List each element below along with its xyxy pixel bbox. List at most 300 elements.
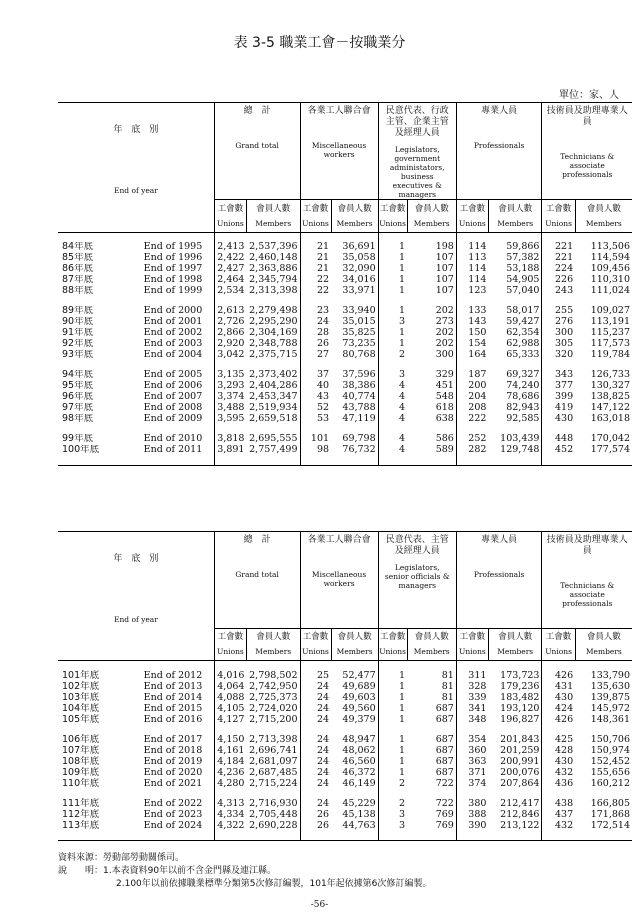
- table-cell: 25: [300, 670, 331, 681]
- table-cell: 98: [300, 445, 331, 456]
- table-cell: 1: [378, 703, 407, 714]
- table-row: [58, 381, 632, 392]
- table-cell: 92,585: [506, 413, 540, 425]
- table-cell: End of 2011: [143, 444, 203, 456]
- table-cell: 1: [378, 670, 407, 681]
- table-row: [58, 403, 632, 414]
- table-cell: 53,188: [506, 263, 540, 275]
- table-cell: 49,603: [342, 692, 376, 703]
- table-cell: 85年底: [62, 252, 94, 264]
- table-cell: End of 1995: [143, 241, 203, 253]
- table-cell: 432: [542, 767, 575, 778]
- table-part-1: [58, 102, 632, 466]
- table-cell: 35,058: [342, 252, 376, 264]
- table-cell: 24: [300, 778, 331, 789]
- table-cell: 43: [300, 392, 331, 403]
- table-cell: End of 2004: [143, 349, 203, 361]
- table-cell: 28: [300, 328, 331, 339]
- members-header: 會員人數 Members: [407, 628, 456, 661]
- table-cell: 2,715,224: [249, 778, 298, 789]
- header-misc-workers: [300, 103, 378, 200]
- year-header-en: End of year: [113, 615, 158, 624]
- table-cell: End of 1997: [143, 263, 203, 275]
- table-cell: 172,514: [590, 820, 630, 831]
- table-cell: 589: [435, 444, 454, 456]
- table-cell: End of 2017: [143, 734, 203, 745]
- table-row: [58, 445, 632, 456]
- table-cell: 4,088: [214, 692, 246, 703]
- table-cell: End of 2010: [143, 433, 203, 445]
- table-cell: 103,439: [500, 433, 540, 445]
- table-cell: 221: [542, 253, 575, 264]
- table-cell: End of 2014: [143, 692, 203, 703]
- table-cell: 171,868: [590, 809, 630, 820]
- note-2: 2.100年以前依據職業標準分類第5次修訂編製，101年起依據第6次修訂編製。: [116, 879, 432, 889]
- header-technicians-zh: 技術員及助理專業人員: [546, 106, 628, 127]
- table-cell: 59,427: [506, 316, 540, 328]
- table-cell: 113,506: [590, 241, 630, 253]
- table-cell: End of 2013: [143, 681, 203, 692]
- table-cell: 4: [378, 434, 407, 445]
- table-cell: 1: [378, 275, 407, 286]
- table-cell: 164: [456, 350, 488, 361]
- table-cell: 96年底: [62, 391, 94, 403]
- table-cell: 24: [300, 734, 331, 745]
- table-row: [58, 370, 632, 381]
- table-cell: 62,354: [506, 327, 540, 339]
- table-cell: 1: [378, 756, 407, 767]
- table-cell: 81: [441, 670, 454, 681]
- table-cell: 2,866: [214, 328, 246, 339]
- table-cell: 160,212: [590, 778, 630, 789]
- table-cell: 105年底: [62, 714, 100, 725]
- table-cell: 34,016: [342, 274, 376, 286]
- unions-header: 工會數 Unions: [456, 628, 488, 661]
- table-cell: 354: [456, 734, 488, 745]
- header-grand-total-zh: 總 計: [243, 106, 271, 116]
- members-header: 會員人數 Members: [246, 200, 300, 233]
- table-row: [58, 286, 632, 297]
- table-cell: 40,774: [342, 391, 376, 403]
- table-cell: 102年底: [62, 681, 100, 692]
- table-cell: 109,456: [590, 263, 630, 275]
- header-legislators: [378, 103, 456, 200]
- table-cell: 430: [542, 692, 575, 703]
- table-cell: 2,460,148: [249, 252, 298, 264]
- table-cell: 4,161: [214, 745, 246, 756]
- table-row: [58, 275, 632, 286]
- table-cell: 4: [378, 414, 407, 425]
- table-cell: 1: [378, 242, 407, 253]
- explanation: [58, 865, 431, 878]
- table-cell: 2,304,169: [249, 327, 298, 339]
- table-cell: 212,846: [500, 809, 540, 820]
- table-cell: 722: [435, 798, 454, 809]
- table-cell: 22: [300, 286, 331, 297]
- header-misc-workers-zh: 各業工人聯合會: [307, 106, 371, 116]
- table-cell: 90年底: [62, 316, 94, 328]
- members-header: 會員人數 Members: [575, 628, 632, 661]
- table-cell: 3,595: [214, 414, 246, 425]
- table-cell: End of 1999: [143, 285, 203, 297]
- table-cell: 687: [435, 714, 454, 725]
- table-cell: 114: [456, 242, 488, 253]
- table-cell: 98年底: [62, 413, 94, 425]
- table-cell: 329: [435, 369, 454, 381]
- table-cell: 2,726: [214, 317, 246, 328]
- table-cell: 65,333: [506, 349, 540, 361]
- members-header: 會員人數 Members: [331, 628, 378, 661]
- table-cell: 81: [441, 692, 454, 703]
- table-cell: 2,413: [214, 242, 246, 253]
- table-cell: 426: [542, 670, 575, 681]
- table-row: [58, 820, 632, 831]
- unions-header: 工會數 Unions: [542, 200, 575, 233]
- table-cell: End of 2016: [143, 714, 203, 725]
- table-cell: 35,015: [342, 316, 376, 328]
- table-cell: End of 1998: [143, 274, 203, 286]
- unions-header: 工會數 Unions: [214, 200, 246, 233]
- table-cell: 4: [378, 445, 407, 456]
- header-professionals: [456, 103, 542, 200]
- header-professionals-zh: 專業人員: [481, 535, 518, 545]
- table-cell: 57,382: [506, 252, 540, 264]
- table-cell: 150,706: [590, 734, 630, 745]
- table-cell: 38,386: [342, 380, 376, 392]
- table-cell: 150: [456, 328, 488, 339]
- table-cell: 81: [441, 681, 454, 692]
- table-cell: 374: [456, 778, 488, 789]
- table-cell: 3,374: [214, 392, 246, 403]
- table-cell: 2,375,715: [249, 349, 298, 361]
- table-cell: 22: [300, 275, 331, 286]
- table-cell: 107: [435, 252, 454, 264]
- table-cell: 3,293: [214, 381, 246, 392]
- table-cell: 69,327: [506, 369, 540, 381]
- table-cell: 2: [378, 798, 407, 809]
- table-cell: 177,574: [590, 444, 630, 456]
- table-cell: End of 2006: [143, 380, 203, 392]
- table-cell: 2,363,886: [249, 263, 298, 275]
- table-cell: 2,427: [214, 264, 246, 275]
- table-cell: End of 2012: [143, 670, 203, 681]
- table-cell: 437: [542, 809, 575, 820]
- table-cell: 104年底: [62, 703, 100, 714]
- year-header-en: End of year: [113, 186, 158, 195]
- table-cell: 35,825: [342, 327, 376, 339]
- table-cell: 1: [378, 745, 407, 756]
- table-cell: 3: [378, 317, 407, 328]
- table-cell: 4,322: [214, 820, 246, 831]
- table-cell: 23: [300, 306, 331, 317]
- table-cell: End of 2019: [143, 756, 203, 767]
- table-cell: 2,798,502: [249, 670, 298, 681]
- header-legislators-zh: 民意代表、主管及經理人員: [385, 535, 449, 556]
- table-cell: 548: [435, 391, 454, 403]
- table-cell: 1: [378, 253, 407, 264]
- table-cell: 93年底: [62, 349, 94, 361]
- table-cell: 2,453,347: [249, 391, 298, 403]
- header-technicians-en: Technicians & associate professionals: [560, 581, 615, 608]
- table-cell: 82,943: [506, 402, 540, 414]
- table-cell: 4,313: [214, 798, 246, 809]
- table-cell: 73,235: [342, 338, 376, 350]
- table-cell: 2,724,020: [249, 703, 298, 714]
- table-cell: 163,018: [590, 413, 630, 425]
- table-cell: 130,327: [590, 380, 630, 392]
- table-cell: End of 2008: [143, 402, 203, 414]
- table-cell: 3,891: [214, 445, 246, 456]
- year-header: [58, 103, 214, 200]
- table-cell: 305: [542, 339, 575, 350]
- table-cell: 430: [542, 756, 575, 767]
- header-misc-workers-zh: 各業工人聯合會: [307, 535, 371, 545]
- table-cell: End of 2002: [143, 327, 203, 339]
- table-cell: 586: [435, 433, 454, 445]
- table-cell: 49,379: [342, 714, 376, 725]
- notes: [58, 852, 431, 891]
- table-cell: 202: [435, 338, 454, 350]
- table-cell: 24: [300, 714, 331, 725]
- table-cell: 3,042: [214, 350, 246, 361]
- table-cell: 27: [300, 350, 331, 361]
- note-1: 1.本表資料90年以前不含金門縣及連江縣。: [103, 866, 277, 876]
- unions-header: 工會數 Unions: [378, 200, 407, 233]
- table-cell: 328: [456, 681, 488, 692]
- table-cell: 687: [435, 703, 454, 714]
- table-cell: 196,827: [500, 714, 540, 725]
- table-cell: 438: [542, 798, 575, 809]
- table-cell: 282: [456, 445, 488, 456]
- table-cell: 4,016: [214, 670, 246, 681]
- table-cell: End of 2001: [143, 316, 203, 328]
- header-legislators: [378, 532, 456, 629]
- page-title: 表 3-5 職業工會－按職業分: [233, 35, 406, 51]
- table-cell: 431: [542, 681, 575, 692]
- table-cell: End of 2015: [143, 703, 203, 714]
- table-cell: 183,482: [500, 692, 540, 703]
- table-cell: 114: [456, 264, 488, 275]
- table-cell: 687: [435, 756, 454, 767]
- table-row: [58, 434, 632, 445]
- table-cell: End of 2020: [143, 767, 203, 778]
- table-cell: 201,843: [500, 734, 540, 745]
- table-cell: 109,027: [590, 305, 630, 317]
- table-cell: 143: [456, 317, 488, 328]
- table-cell: 45,138: [342, 809, 376, 820]
- table-cell: 129,748: [500, 444, 540, 456]
- table-cell: 133: [456, 306, 488, 317]
- table-cell: 152,452: [590, 756, 630, 767]
- table-cell: 2,534: [214, 286, 246, 297]
- header-professionals-zh: 專業人員: [481, 106, 518, 116]
- table-cell: 300: [542, 328, 575, 339]
- table-row: [58, 328, 632, 339]
- table-cell: 4,280: [214, 778, 246, 789]
- table-cell: 2,295,290: [249, 316, 298, 328]
- table-cell: 2,659,518: [249, 413, 298, 425]
- table-cell: 58,017: [506, 305, 540, 317]
- table-cell: 388: [456, 809, 488, 820]
- page-number: -56-: [310, 900, 329, 910]
- table-cell: 187: [456, 370, 488, 381]
- header-grand-total: [214, 532, 300, 629]
- header-misc-workers-en: Miscellaneous workers: [311, 141, 367, 159]
- table-cell: 428: [542, 745, 575, 756]
- table-cell: 48,062: [342, 745, 376, 756]
- table-cell: 155,656: [590, 767, 630, 778]
- table-cell: 252: [456, 434, 488, 445]
- table-cell: 133,790: [590, 670, 630, 681]
- table-row: [58, 339, 632, 350]
- table-cell: 26: [300, 339, 331, 350]
- table-cell: 2,757,499: [249, 444, 298, 456]
- table-cell: 40: [300, 381, 331, 392]
- table-cell: 4,064: [214, 681, 246, 692]
- table-cell: 108年底: [62, 756, 100, 767]
- header-misc-workers-en: Miscellaneous workers: [311, 570, 367, 588]
- table-cell: 2,713,398: [249, 734, 298, 745]
- table-cell: 26: [300, 809, 331, 820]
- table-cell: 4,127: [214, 714, 246, 725]
- table-cell: 84年底: [62, 241, 94, 253]
- table-cell: End of 2009: [143, 413, 203, 425]
- members-header: 會員人數 Members: [407, 200, 456, 233]
- table-cell: 2,695,555: [249, 433, 298, 445]
- table-cell: 44,763: [342, 820, 376, 831]
- table-cell: 2,422: [214, 253, 246, 264]
- table-cell: 95年底: [62, 380, 94, 392]
- table-cell: 110年底: [62, 778, 100, 789]
- header-legislators-en: Legislators, senior officials & managers: [384, 563, 450, 590]
- header-grand-total-en: Grand total: [235, 570, 279, 579]
- table-row: [58, 714, 632, 725]
- table-cell: 208: [456, 403, 488, 414]
- table-cell: 62,988: [506, 338, 540, 350]
- header-legislators-zh: 民意代表、行政主管、企業主管及經理人員: [385, 106, 449, 138]
- table-cell: 360: [456, 745, 488, 756]
- table-cell: 49,689: [342, 681, 376, 692]
- table-cell: 138,825: [590, 391, 630, 403]
- table-cell: 2,373,402: [249, 369, 298, 381]
- header-technicians: [542, 103, 632, 200]
- table-cell: 87年底: [62, 274, 94, 286]
- table-cell: 2,687,485: [249, 767, 298, 778]
- unions-header: 工會數 Unions: [378, 628, 407, 661]
- table-cell: 448: [542, 434, 575, 445]
- table-cell: 769: [435, 809, 454, 820]
- members-header: 會員人數 Members: [575, 200, 632, 233]
- table-row: [58, 798, 632, 809]
- table-cell: End of 2022: [143, 798, 203, 809]
- table-cell: 52: [300, 403, 331, 414]
- table-cell: 89年底: [62, 305, 94, 317]
- table-cell: 106年底: [62, 734, 100, 745]
- table-cell: 43,788: [342, 402, 376, 414]
- table-cell: 2,715,200: [249, 714, 298, 725]
- table-row: [58, 317, 632, 328]
- table-cell: 37: [300, 370, 331, 381]
- table-part-2: [58, 531, 632, 841]
- table-cell: 26: [300, 820, 331, 831]
- members-header: 會員人數 Members: [488, 628, 542, 661]
- table-cell: 2,313,398: [249, 285, 298, 297]
- header-professionals-en: Professionals: [473, 570, 525, 579]
- table-cell: 687: [435, 745, 454, 756]
- table-cell: 2,705,448: [249, 809, 298, 820]
- table-row: [58, 809, 632, 820]
- table-cell: 47,119: [342, 413, 376, 425]
- table-cell: 213,122: [500, 820, 540, 831]
- table-cell: 2,681,097: [249, 756, 298, 767]
- table-cell: 4,334: [214, 809, 246, 820]
- table-cell: 424: [542, 703, 575, 714]
- table-cell: 107年底: [62, 745, 100, 756]
- table-cell: 32,090: [342, 263, 376, 275]
- table-cell: 24: [300, 692, 331, 703]
- table-cell: End of 2003: [143, 338, 203, 350]
- table-row: [58, 306, 632, 317]
- table-cell: 2: [378, 778, 407, 789]
- table-cell: 377: [542, 381, 575, 392]
- table-cell: 100年底: [62, 444, 100, 456]
- table-cell: 207,864: [500, 778, 540, 789]
- table-cell: End of 1996: [143, 252, 203, 264]
- table-cell: End of 2005: [143, 369, 203, 381]
- table-cell: 363: [456, 756, 488, 767]
- table-cell: 114,594: [590, 252, 630, 264]
- table-cell: 4,236: [214, 767, 246, 778]
- table-row: [58, 253, 632, 264]
- table-cell: 2,690,228: [249, 820, 298, 831]
- table-cell: 117,573: [590, 338, 630, 350]
- table-cell: 59,866: [506, 241, 540, 253]
- table-cell: 109年底: [62, 767, 100, 778]
- table-cell: 46,149: [342, 778, 376, 789]
- table-cell: 722: [435, 778, 454, 789]
- table-cell: 2,404,286: [249, 380, 298, 392]
- table-cell: 37,596: [342, 369, 376, 381]
- table-cell: 300: [435, 349, 454, 361]
- table-cell: 2,613: [214, 306, 246, 317]
- table-row: [58, 734, 632, 745]
- table-cell: 200,991: [500, 756, 540, 767]
- table-cell: 343: [542, 370, 575, 381]
- table-cell: 341: [456, 703, 488, 714]
- table-cell: End of 2024: [143, 820, 203, 831]
- table-cell: 52,477: [342, 670, 376, 681]
- table-cell: 2,345,794: [249, 274, 298, 286]
- table-cell: 2,279,498: [249, 305, 298, 317]
- table-cell: 769: [435, 820, 454, 831]
- table-cell: 107: [435, 285, 454, 297]
- table-cell: 110,310: [590, 274, 630, 286]
- table-cell: 24: [300, 756, 331, 767]
- table-cell: 311: [456, 670, 488, 681]
- table-cell: 226: [542, 275, 575, 286]
- table-cell: 21: [300, 264, 331, 275]
- table-cell: 107: [435, 263, 454, 275]
- table-cell: 243: [542, 286, 575, 297]
- members-header: 會員人數 Members: [246, 628, 300, 661]
- table-row: [58, 414, 632, 425]
- table-cell: 224: [542, 264, 575, 275]
- table-row: [58, 745, 632, 756]
- unions-header: 工會數 Unions: [214, 628, 246, 661]
- table-cell: End of 2021: [143, 778, 203, 789]
- table-cell: 4: [378, 403, 407, 414]
- header-technicians-en: Technicians & associate professionals: [560, 152, 615, 179]
